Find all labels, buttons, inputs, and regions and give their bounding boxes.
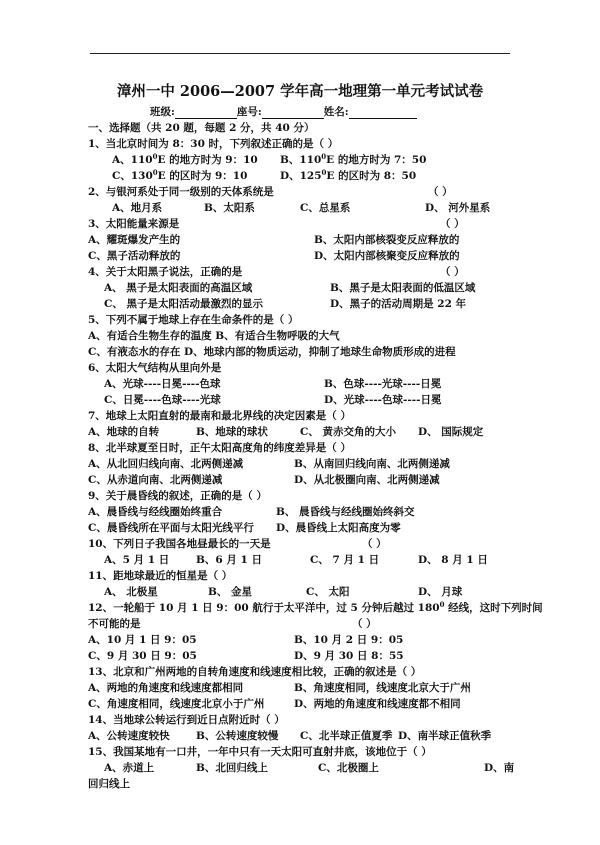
question-1-stem: 1、当北京时间为 8：30 时，下列叙述正确的是（ ） bbox=[88, 138, 339, 150]
question-4-option-c: C、 黑子是太阳活动最激烈的显示 bbox=[104, 298, 264, 310]
question-15-option-a: A、赤道上 bbox=[104, 762, 155, 774]
question-8-option-c: C、从赤道向南、北两侧递减 bbox=[88, 474, 223, 486]
question-12-option-d: D、9 月 30 日 8：55 bbox=[294, 650, 404, 662]
question-9-option-b: B、 晨昏线与经线圈始终斜交 bbox=[276, 506, 415, 518]
question-10-option-a: A、5 月 1 日 bbox=[104, 554, 170, 566]
question-8-option-a: A、从北回归线向南、北两侧递减 bbox=[88, 458, 244, 470]
question-3-option-c: C、黑子活动释放的 bbox=[88, 250, 181, 262]
question-11-option-c: C、 太阳 bbox=[306, 586, 350, 598]
question-2-option-c: C、总星系 bbox=[300, 202, 351, 214]
question-1-option-a: A、$110^0E$ 的地方时为 9：10 bbox=[112, 152, 258, 166]
question-6-option-d: D、光球----色球----日冕 bbox=[324, 394, 442, 406]
question-6-option-a: A、光球----日冕----色球 bbox=[104, 378, 221, 390]
question-10-stem: 10、下列日子我国各地昼最长的一天是 bbox=[88, 538, 271, 550]
question-13-option-c: C、角速度相同，线速度北京小于广州 bbox=[88, 698, 265, 710]
question-8-option-d: D、从北极圈向南、北两侧递减 bbox=[294, 474, 440, 486]
question-2-stem: 2、与银河系处于同一级别的天体系统是 bbox=[88, 186, 274, 198]
question-3-option-a: A、耀斑爆发产生的 bbox=[88, 234, 181, 246]
class-field[interactable] bbox=[175, 108, 237, 119]
question-2-option-b: B、太阳系 bbox=[204, 202, 255, 214]
question-12-option-b: B、10 月 2 日 9：05 bbox=[294, 634, 404, 646]
question-8-option-b: B、从南回归线向南、北两侧递减 bbox=[294, 458, 450, 470]
question-7-option-d: D、 国际规定 bbox=[418, 426, 484, 438]
seat-label: 座号: bbox=[236, 106, 262, 118]
question-11-stem: 11、距地球最近的恒星是（ ） bbox=[88, 570, 233, 582]
question-3-answer-paren: （ ） bbox=[440, 218, 465, 230]
question-12-option-c: C、9 月 30 日 9：05 bbox=[88, 650, 197, 662]
header-rule bbox=[90, 53, 510, 54]
question-10-option-c: C、 7 月 1 日 bbox=[310, 554, 380, 566]
question-9-option-a: A、晨昏线与经线圈始终重合 bbox=[88, 506, 223, 518]
question-6-option-b: B、色球----光球----日冕 bbox=[324, 378, 442, 390]
question-5-stem: 5、下列不属于地球上存在生命条件的是（ ） bbox=[88, 314, 299, 326]
seat-field[interactable] bbox=[262, 108, 324, 119]
question-1-option-d: D、$125^0E$ 的区时为 8：50 bbox=[280, 168, 417, 182]
question-12-option-a: A、10 月 1 日 9：05 bbox=[88, 634, 197, 646]
question-14-option-b: B、公转速度较慢 bbox=[196, 730, 279, 742]
question-15-option-d-continued: 回归线上 bbox=[88, 778, 130, 790]
question-8-stem: 8、北半球夏至日时，正午太阳高度角的纬度差异是（ ） bbox=[88, 442, 351, 454]
question-12-stem: 12、一轮船于 10 月 1 日 9：00 航行于太平洋中，过 5 分钟后越过 $180^0$ 经线，这时下列时间 bbox=[88, 600, 543, 614]
question-6-stem: 6、太阳大气结构从里向外是 bbox=[88, 362, 222, 374]
question-2-option-d: D、 河外星系 bbox=[425, 202, 491, 214]
question-14-option-c: C、北半球正值夏季 bbox=[300, 730, 393, 742]
question-15-option-b: B、北回归线上 bbox=[196, 762, 268, 774]
exam-title: 漳州一中 2006—2007 学年高一地理第一单元考试试卷 bbox=[116, 83, 484, 100]
question-2-answer-paren: （ ） bbox=[428, 186, 453, 198]
question-4-option-d: D、黑子的活动周期是 22 年 bbox=[330, 298, 467, 310]
question-4-stem: 4、关于太阳黑子说法，正确的是 bbox=[88, 266, 243, 278]
question-13-option-a: A、两地的角速度和线速度都相同 bbox=[88, 682, 244, 694]
question-13-option-d: D、两地的角速度和线速度都不相同 bbox=[294, 698, 461, 710]
question-7-option-a: A、地球的自转 bbox=[88, 426, 160, 438]
question-4-answer-paren: （ ） bbox=[440, 266, 465, 278]
question-1-option-c: C、$130^0E$ 的区时为 9：10 bbox=[112, 168, 248, 182]
name-label: 姓名: bbox=[323, 106, 349, 118]
question-7-stem: 7、地球上太阳直射的最南和最北界线的决定因素是（ ） bbox=[88, 410, 351, 422]
question-14-option-d: D、南半球正值秋季 bbox=[398, 730, 492, 742]
name-field[interactable] bbox=[349, 108, 417, 119]
question-4-option-a: A、 黑子是太阳表面的高温区域 bbox=[104, 282, 253, 294]
question-7-option-b: B、地球的球状 bbox=[196, 426, 268, 438]
question-12-stem-continued: 不可能的是 bbox=[88, 618, 141, 630]
question-1-option-b: B、$110^0E$ 的地方时为 7：50 bbox=[280, 152, 427, 166]
question-10-option-b: B、6 月 1 日 bbox=[196, 554, 262, 566]
question-15-stem: 15、我国某地有一口井，一年中只有一天太阳可直射井底，该地位于（ ） bbox=[88, 746, 432, 758]
question-7-option-c: C、 黄赤交角的大小 bbox=[300, 426, 397, 438]
section-heading: 一、选择题（共 20 题，每题 2 分，共 40 分） bbox=[88, 122, 315, 134]
question-6-option-c: C、日冕----色球----光球 bbox=[104, 394, 221, 406]
question-2-option-a: A、地月系 bbox=[112, 202, 163, 214]
question-14-stem: 14、当地球公转运行到近日点附近时（ ） bbox=[88, 714, 285, 726]
question-13-option-b: B、角速度相同，线速度北京大于广州 bbox=[294, 682, 471, 694]
question-11-option-d: D、 月球 bbox=[418, 586, 463, 598]
question-10-answer-paren: （ ） bbox=[362, 538, 387, 550]
question-15-option-d: D、南 bbox=[484, 762, 515, 774]
student-info-line bbox=[150, 104, 417, 119]
question-10-option-d: D、 8 月 1 日 bbox=[418, 554, 488, 566]
class-label: 班级: bbox=[150, 106, 175, 118]
question-4-option-b: B、黑子是太阳表面的低温区域 bbox=[330, 282, 476, 294]
question-11-option-a: A、 北极星 bbox=[104, 586, 158, 598]
question-9-option-d: D、晨昏线上太阳高度为零 bbox=[276, 522, 401, 534]
question-3-stem: 3、太阳能量来源是 bbox=[88, 218, 180, 230]
question-13-stem: 13、北京和广州两地的自转角速度和线速度相比较，正确的叙述是（ ） bbox=[88, 666, 422, 678]
question-5-options-ab: A、有适合生物生存的温度 B、有适合生物呼吸的大气 bbox=[88, 330, 340, 342]
question-9-option-c: C、晨昏线所在平面与太阳光线平行 bbox=[88, 522, 254, 534]
question-12-answer-paren: （ ） bbox=[352, 618, 377, 630]
question-3-option-d: D、太阳内部核聚变反应释放的 bbox=[314, 250, 460, 262]
question-14-option-a: A、公转速度较快 bbox=[88, 730, 170, 742]
question-9-stem: 9、关于晨昏线的叙述，正确的是（ ） bbox=[88, 490, 267, 502]
question-15-option-c: C、北极圈上 bbox=[318, 762, 379, 774]
question-5-options-cd: C、有液态水的存在 D、地球内部的物质运动，抑制了地球生命物质形成的进程 bbox=[88, 346, 456, 358]
question-11-option-b: B、 金星 bbox=[208, 586, 253, 598]
question-3-option-b: B、太阳内部核裂变反应释放的 bbox=[314, 234, 460, 246]
